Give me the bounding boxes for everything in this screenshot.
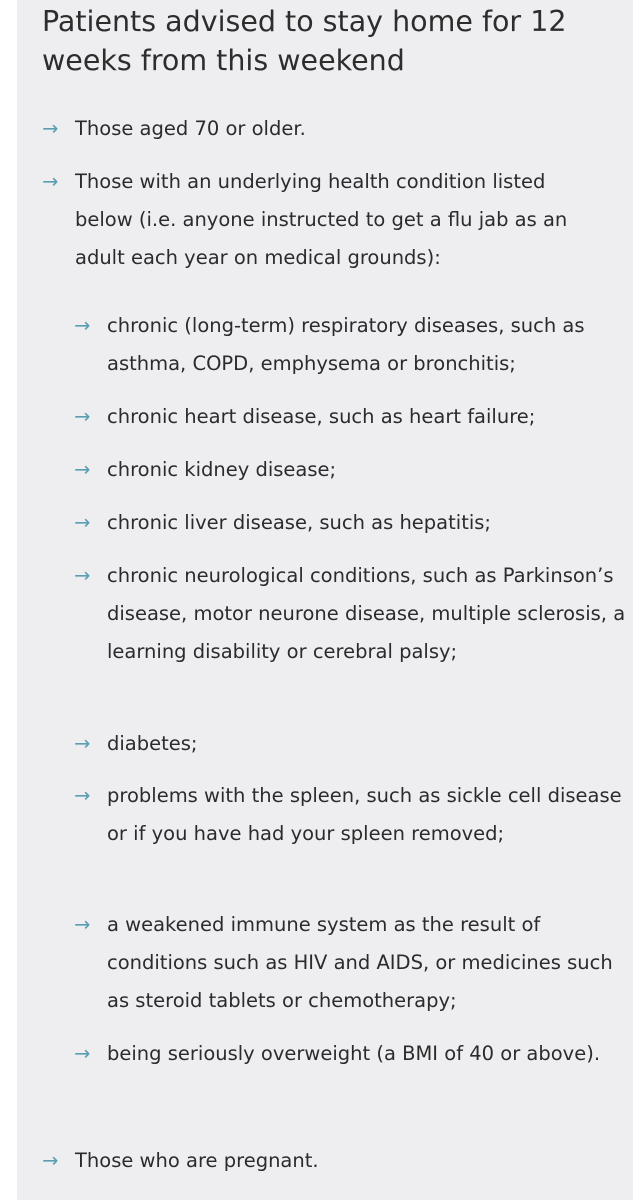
list-item-text: Those who are pregnant. <box>75 1149 319 1172</box>
condition-item-text: chronic liver disease, such as hepatitis; <box>107 511 491 534</box>
condition-item-neurological <box>74 557 633 671</box>
page-title: Patients advised to stay home for 12 weeks from this weekend <box>42 5 567 77</box>
content-panel <box>17 0 633 1200</box>
left-margin-strip <box>0 0 17 1200</box>
condition-item-immune <box>74 906 633 1020</box>
condition-item-kidney <box>74 451 633 489</box>
condition-item-overweight <box>74 1035 633 1073</box>
arrow-icon: → <box>42 1149 59 1172</box>
condition-item-text: being seriously overweight (a BMI of 40 or above). <box>107 1042 601 1065</box>
arrow-icon: → <box>74 1042 91 1065</box>
arrow-icon: → <box>74 564 91 587</box>
arrow-icon: → <box>74 458 91 481</box>
arrow-icon: → <box>74 511 91 534</box>
condition-item-text: diabetes; <box>107 732 198 755</box>
arrow-icon: → <box>42 170 59 193</box>
condition-item-text: chronic neurological conditions, such as Parkinson’s disease, motor neurone disease, multiple sclerosis, a learning disability or cerebral palsy; <box>107 564 626 663</box>
condition-item-text: chronic heart disease, such as heart failure; <box>107 405 536 428</box>
condition-item-text: problems with the spleen, such as sickle cell disease or if you have had your spleen removed; <box>107 784 622 845</box>
arrow-icon: → <box>74 314 91 337</box>
list-item-pregnant <box>42 1142 602 1180</box>
list-item-text: Those aged 70 or older. <box>75 117 306 140</box>
arrow-icon: → <box>74 913 91 936</box>
condition-item-heart <box>74 398 633 436</box>
condition-item-text: a weakened immune system as the result of conditions such as HIV and AIDS, or medicines such as steroid tablets or chemotherapy; <box>107 913 613 1012</box>
condition-item-text: chronic kidney disease; <box>107 458 337 481</box>
condition-item-respiratory <box>74 307 633 383</box>
arrow-icon: → <box>74 784 91 807</box>
condition-item-liver <box>74 504 633 542</box>
arrow-icon: → <box>74 405 91 428</box>
list-item-text: Those with an underlying health condition listed below (i.e. anyone instructed to get a flu jab as an adult each year on medical grounds): <box>75 170 568 269</box>
condition-item-text: chronic (long-term) respiratory diseases, such as asthma, COPD, emphysema or bronchitis; <box>107 314 585 375</box>
list-item-age <box>42 110 602 148</box>
arrow-icon: → <box>74 732 91 755</box>
list-item-health-condition <box>42 163 602 277</box>
arrow-icon: → <box>42 117 59 140</box>
condition-item-diabetes <box>74 725 633 763</box>
condition-item-spleen <box>74 777 633 853</box>
